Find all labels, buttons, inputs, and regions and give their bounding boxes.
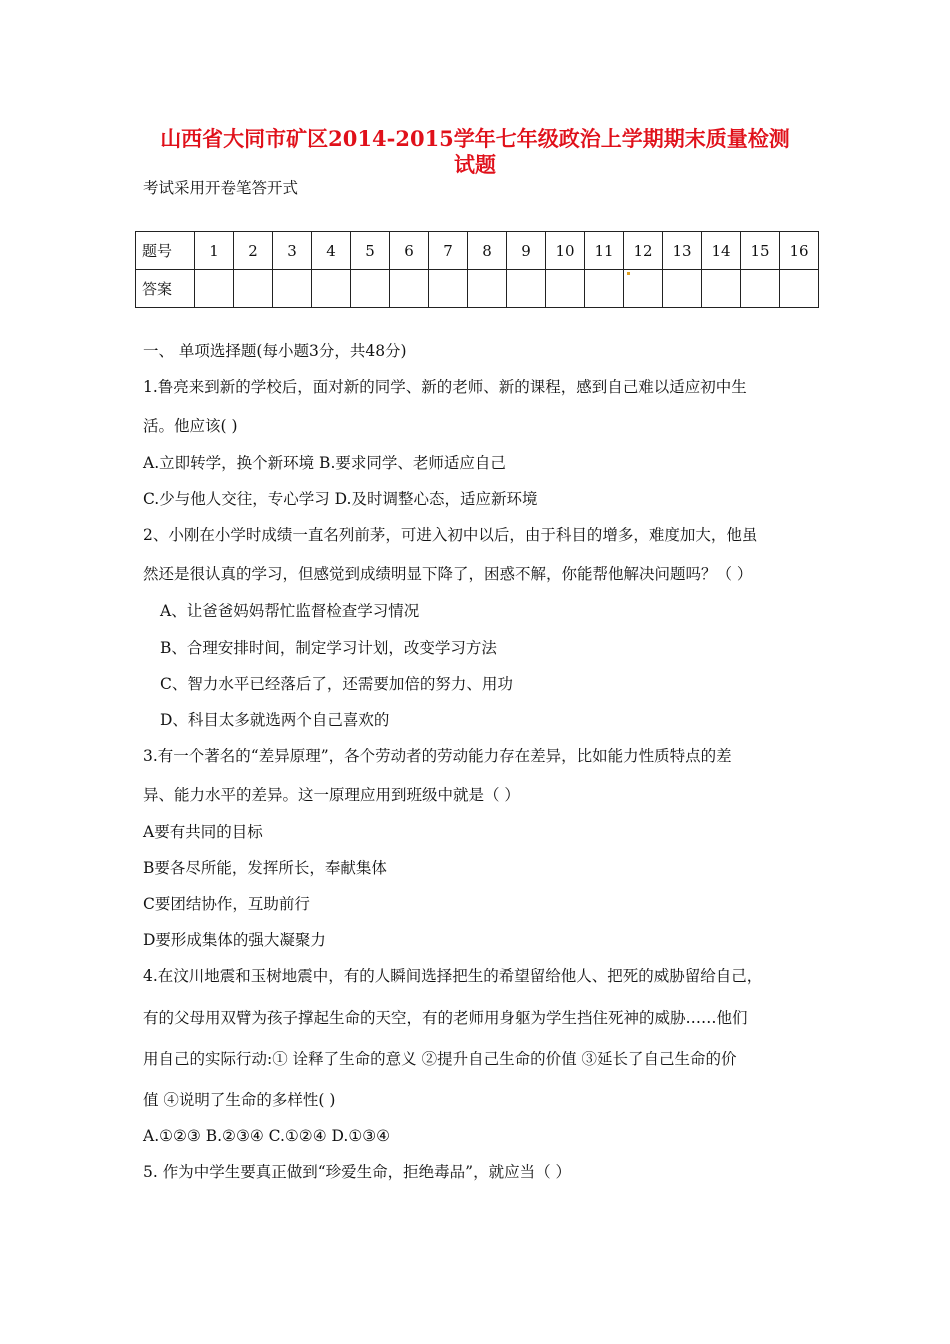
answer-cell[interactable] <box>741 270 780 308</box>
answer-cell[interactable] <box>273 270 312 308</box>
question-number-cell: 12 <box>624 232 663 270</box>
exam-title-line1: 山西省大同市矿区2014-2015学年七年级政治上学期期末质量检测 <box>160 126 790 151</box>
question-number-cell: 9 <box>507 232 546 270</box>
stray-mark <box>627 272 630 275</box>
answer-cell[interactable] <box>234 270 273 308</box>
answer-cell[interactable] <box>663 270 702 308</box>
question-number-cell: 1 <box>195 232 234 270</box>
q2-option-d: D、科目太多就选两个自己喜欢的 <box>160 711 390 729</box>
answer-cell[interactable] <box>780 270 819 308</box>
answer-cell[interactable] <box>312 270 351 308</box>
question-number-cell: 3 <box>273 232 312 270</box>
answer-cell[interactable] <box>624 270 663 308</box>
q1-options-ab: A.立即转学，换个新环境 B.要求同学、老师适应自己 <box>143 454 506 472</box>
answer-table <box>135 231 819 308</box>
question-number-cell: 11 <box>585 232 624 270</box>
table-row-numbers <box>136 232 819 270</box>
section-heading: 一、 单项选择题(每小题3分，共48分) <box>143 342 407 360</box>
question-number-cell: 10 <box>546 232 585 270</box>
question-number-cell: 5 <box>351 232 390 270</box>
answer-cell[interactable] <box>351 270 390 308</box>
row-header-answer: 答案 <box>136 270 195 308</box>
q3-stem-line2: 异、能力水平的差异。这一原理应用到班级中就是（ ） <box>143 786 520 804</box>
table-row-answers <box>136 270 819 308</box>
q3-option-a: A要有共同的目标 <box>143 823 263 841</box>
exam-title-line2: 试题 <box>454 152 496 177</box>
q4-stem-line4: 值 ④说明了生命的多样性( ) <box>143 1091 336 1109</box>
question-number-cell: 16 <box>780 232 819 270</box>
answer-cell[interactable] <box>702 270 741 308</box>
q2-stem-line1: 2、小刚在小学时成绩一直名列前茅，可进入初中以后，由于科目的增多，难度加大，他虽 <box>143 526 758 544</box>
answer-cell[interactable] <box>390 270 429 308</box>
question-number-cell: 6 <box>390 232 429 270</box>
question-number-cell: 7 <box>429 232 468 270</box>
question-number-cell: 2 <box>234 232 273 270</box>
question-number-cell: 4 <box>312 232 351 270</box>
answer-cell[interactable] <box>429 270 468 308</box>
q2-stem-line2: 然还是很认真的学习，但感觉到成绩明显下降了，困惑不解，你能帮他解决问题吗？（ ） <box>143 565 753 583</box>
q1-stem-line1: 1.鲁亮来到新的学校后，面对新的同学、新的老师、新的课程，感到自己难以适应初中生 <box>143 378 747 396</box>
q2-option-b: B、合理安排时间，制定学习计划，改变学习方法 <box>160 639 497 657</box>
q2-option-a: A、让爸爸妈妈帮忙监督检查学习情况 <box>160 602 420 620</box>
q3-option-b: B要各尽所能，发挥所长，奉献集体 <box>143 859 387 877</box>
q3-option-c: C要团结协作，互助前行 <box>143 895 310 913</box>
q2-option-c: C、智力水平已经落后了，还需要加倍的努力、用功 <box>160 675 513 693</box>
question-number-cell: 15 <box>741 232 780 270</box>
row-header-number: 题号 <box>136 232 195 270</box>
answer-cell[interactable] <box>585 270 624 308</box>
answer-cell[interactable] <box>507 270 546 308</box>
question-number-cell: 14 <box>702 232 741 270</box>
q4-stem-line2: 有的父母用双臂为孩子撑起生命的天空，有的老师用身躯为学生挡住死神的威胁……他们 <box>143 1009 748 1027</box>
answer-cell[interactable] <box>468 270 507 308</box>
q3-stem-line1: 3.有一个著名的“差异原理”，各个劳动者的劳动能力存在差异，比如能力性质特点的差 <box>143 747 732 765</box>
q4-options: A.①②③ B.②③④ C.①②④ D.①③④ <box>143 1127 391 1145</box>
answer-cell[interactable] <box>546 270 585 308</box>
q1-stem-line2: 活。他应该( ) <box>143 417 238 435</box>
exam-subtitle: 考试采用开卷笔答开式 <box>143 179 299 197</box>
answer-cell[interactable] <box>195 270 234 308</box>
q4-stem-line1: 4.在汶川地震和玉树地震中，有的人瞬间选择把生的希望留给他人、把死的威胁留给自己， <box>143 967 763 985</box>
q3-option-d: D要形成集体的强大凝聚力 <box>143 931 326 949</box>
q1-options-cd: C.少与他人交往，专心学习 D.及时调整心态，适应新环境 <box>143 490 538 508</box>
q5-stem-line1: 5. 作为中学生要真正做到“珍爱生命，拒绝毒品”，就应当（ ） <box>143 1163 571 1181</box>
question-number-cell: 13 <box>663 232 702 270</box>
question-number-cell: 8 <box>468 232 507 270</box>
q4-stem-line3: 用自己的实际行动:① 诠释了生命的意义 ②提升自己生命的价值 ③延长了自己生命的价 <box>143 1050 737 1068</box>
